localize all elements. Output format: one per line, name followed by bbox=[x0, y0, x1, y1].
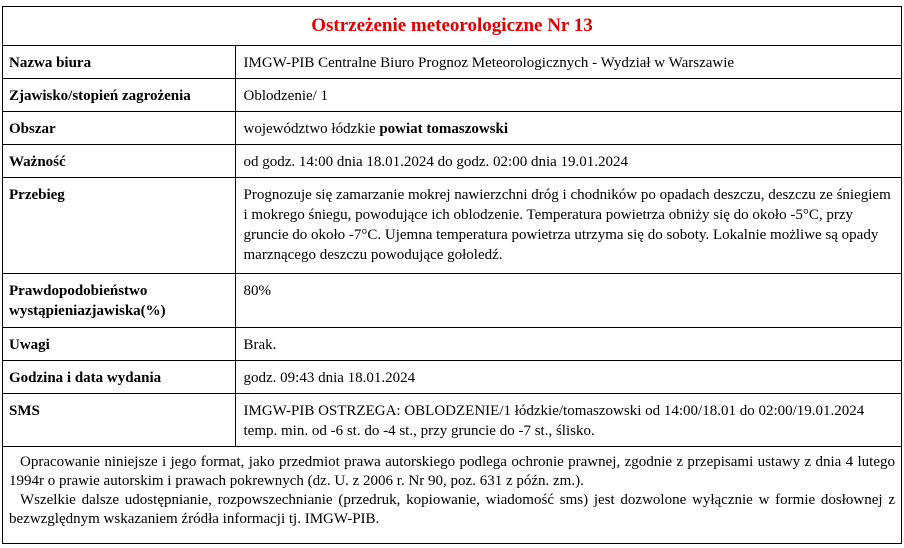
row-area bbox=[3, 111, 901, 144]
document-title: Ostrzeżenie meteorologiczne Nr 13 bbox=[3, 7, 901, 46]
label-course: Przebieg bbox=[3, 177, 235, 273]
value-sms: IMGW-PIB OSTRZEGA: OBLODZENIE/1 łódzkie/tomaszowski od 14:00/18.01 do 02:00/19.01.2024 temp. min. od -6 st. do -4 st., przy gruncie do -7 st., ślisko. bbox=[235, 393, 901, 446]
label-phenomenon: Zjawisko/stopień zagrożenia bbox=[3, 78, 235, 111]
row-office bbox=[3, 46, 901, 78]
row-issued bbox=[3, 360, 901, 393]
warning-document bbox=[2, 6, 902, 544]
value-probability: 80% bbox=[235, 273, 901, 327]
label-validity: Ważność bbox=[3, 144, 235, 177]
value-course: Prognozuje się zamarzanie mokrej nawierzchni dróg i chodników po opadach deszczu, deszczu ze śniegiem i mokrego śniegu, powodujące ich oblodzenie. Temperatura powietrza obniży się do około -5°C, przy gruncie do około -7°C. Ujemna temperatura powietrza utrzyma się do soboty. Lokalnie możliwe są opady marznącego deszczu powodujące gołoledź. bbox=[235, 177, 901, 273]
value-area bbox=[235, 111, 901, 144]
copyright-paragraph: Opracowanie niniejsze i jego format, jako przedmiot prawa autorskiego podlega ochronie prawnej, zgodnie z przepisami ustawy z dnia 4 lutego 1994r o prawie autorskim i prawach pokrewnych (dz. U. z 2006 r. Nr 90, poz. 631 z późn. zm.). bbox=[9, 453, 895, 489]
distribution-paragraph: Wszelkie dalsze udostępnianie, rozpowszechnianie (przedruk, kopiowanie, wiadomość sms) jest dozwolone wyłącznie w formie dosłownej z bezwzględnym wskazaniem źródła informacji tj. IMGW-PIB. bbox=[9, 491, 895, 527]
value-validity: od godz. 14:00 dnia 18.01.2024 do godz. 02:00 dnia 19.01.2024 bbox=[235, 144, 901, 177]
value-office: IMGW-PIB Centralne Biuro Prognoz Meteorologicznych - Wydział w Warszawie bbox=[235, 46, 901, 78]
row-validity bbox=[3, 144, 901, 177]
value-remarks: Brak. bbox=[235, 327, 901, 360]
row-sms bbox=[3, 393, 901, 446]
value-area-county: powiat tomaszowski bbox=[379, 120, 509, 137]
value-issued: godz. 09:43 dnia 18.01.2024 bbox=[235, 360, 901, 393]
label-probability: Prawdopodobieństwo wystąpieniazjawiska(%) bbox=[3, 273, 235, 327]
row-remarks bbox=[3, 327, 901, 360]
row-course bbox=[3, 177, 901, 273]
copyright-notice bbox=[3, 447, 901, 529]
label-issued: Godzina i data wydania bbox=[3, 360, 235, 393]
warning-table bbox=[3, 46, 901, 447]
value-area-region: województwo łódzkie bbox=[243, 120, 380, 137]
label-remarks: Uwagi bbox=[3, 327, 235, 360]
label-area: Obszar bbox=[3, 111, 235, 144]
label-office: Nazwa biura bbox=[3, 46, 235, 78]
value-phenomenon: Oblodzenie/ 1 bbox=[235, 78, 901, 111]
row-phenomenon bbox=[3, 78, 901, 111]
row-probability bbox=[3, 273, 901, 327]
label-sms: SMS bbox=[3, 393, 235, 446]
